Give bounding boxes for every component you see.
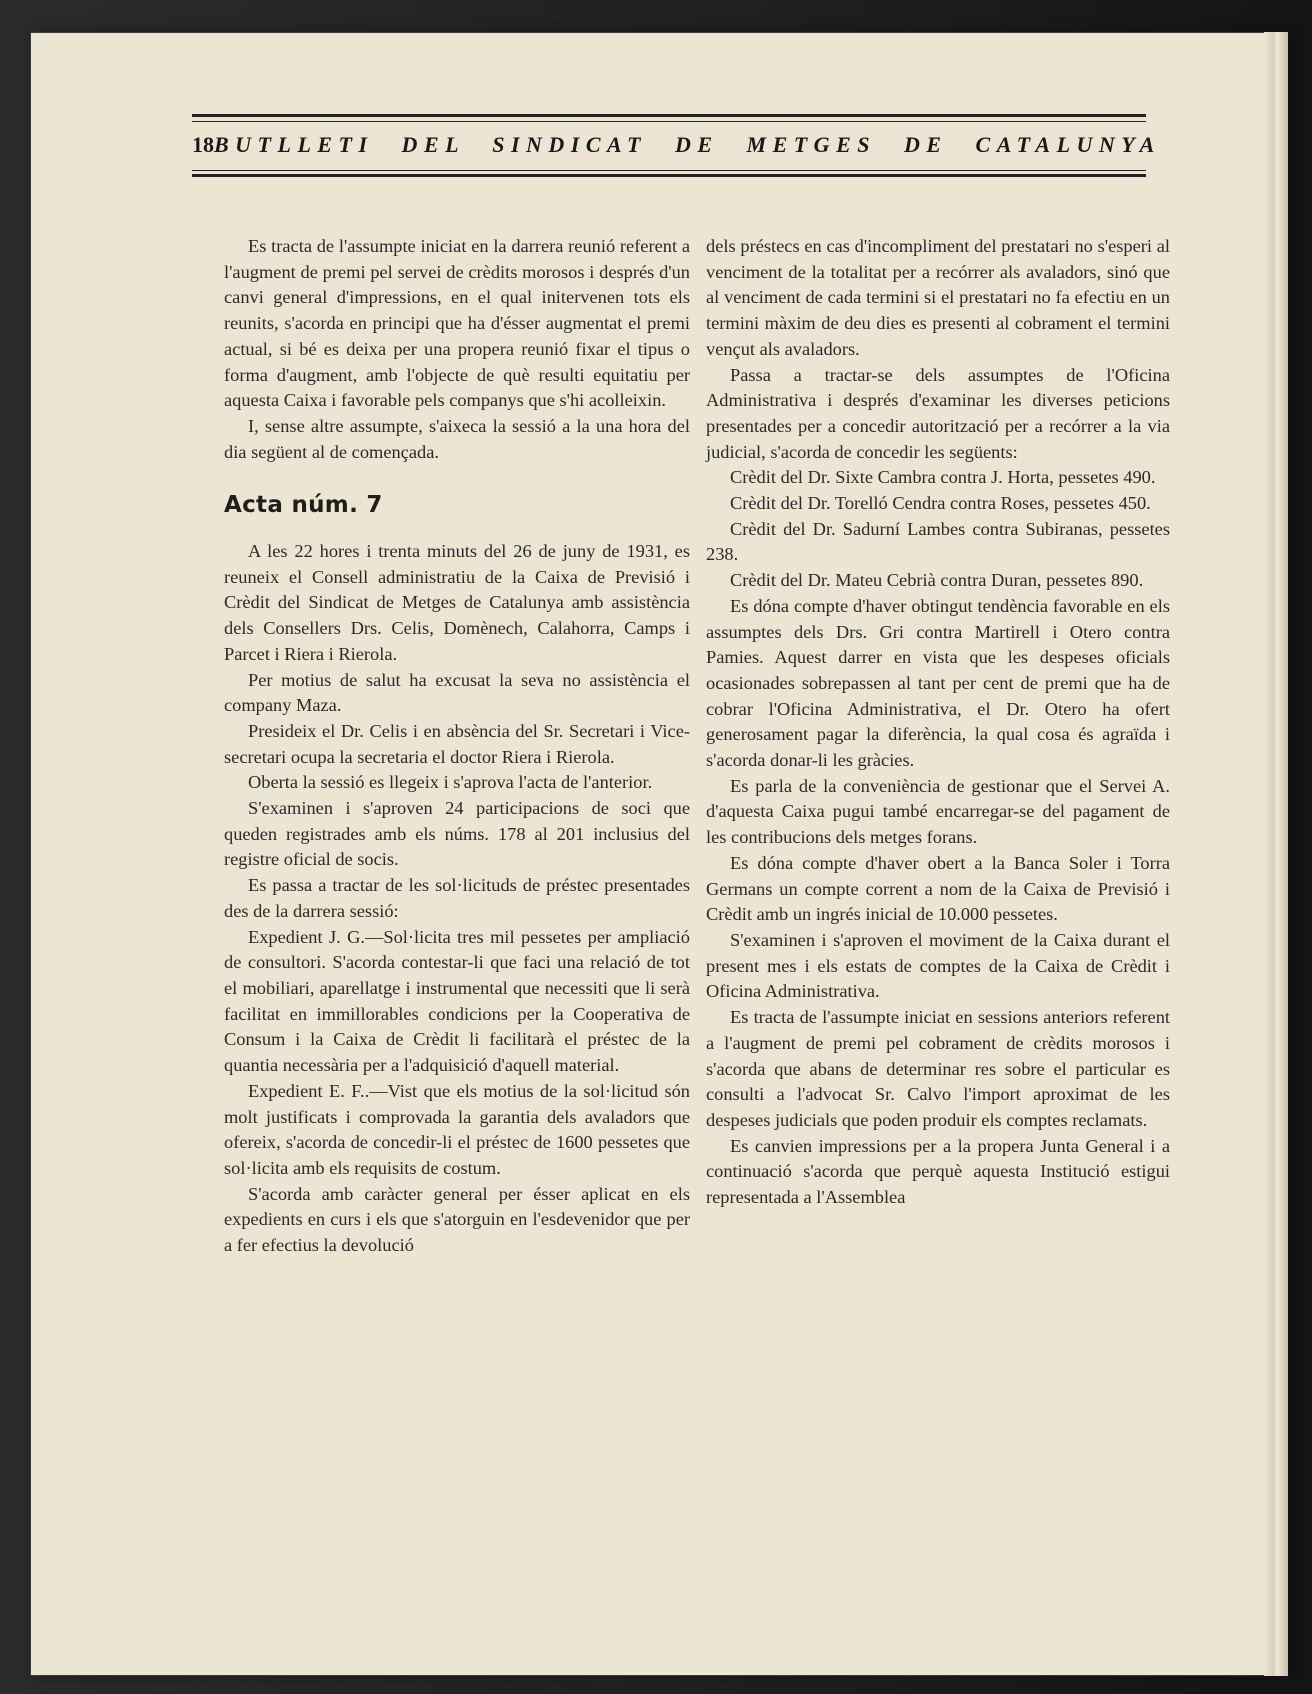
paragraph: S'examinen i s'aproven 24 participacions de soci que queden registrades amb els núms. 178 al 201 inclusius del registre oficial de socis.: [224, 798, 690, 870]
page-number: 18: [192, 132, 214, 157]
paragraph: Crèdit del Dr. Mateu Cebrià contra Duran, pessetes 890.: [730, 570, 1144, 591]
header-rule-bottom: [192, 174, 1146, 177]
header-rule-top-thin: [192, 121, 1146, 122]
paragraph: Es dóna compte d'haver obtingut tendència favorable en els assumptes dels Drs. Gri contra Martirell i Otero contra Pamies. Aquest darrer en vista que les despeses oficials ocasionades sobrepassen al tant per cent de premi que ha de cobrar l'Oficina Administrativa, el Dr. Otero ha ofert generosament pagar la diferència, la qual cosa és agraïda i s'acorda donar-li les gràcies.: [706, 595, 1170, 771]
left-column: [224, 234, 690, 1259]
page-edge-shadow: [1264, 32, 1288, 1676]
paragraph: Es tracta de l'assumpte iniciat en sessions anteriors referent a l'augment de premi pel cobrament de crèdits morosos i s'acorda que abans de determinar res sobre el particular es consulti a l'advocat Sr. Calvo l'import aproximat de les despeses judicials que poden produir els comptes reclamats.: [706, 1007, 1170, 1130]
journal-title: BUTLLETI DEL SINDICAT DE METGES DE CATALUNYA: [214, 132, 1161, 157]
paragraph: Crèdit del Dr. Torelló Cendra contra Roses, pessetes 450.: [730, 493, 1151, 514]
paragraph: Expedient J. G.—Sol·licita tres mil pessetes per ampliació de consultori. S'acorda contestar-li que faci una relació de tot el mobiliari, aparellatge i instrumental que necessiti que li serà facilitat en immillorables condicions per la Cooperativa de Consum i la Caixa de Crèdit li facilitarà el préstec de la quantia necessària per a l'adquisició d'aquell material.: [224, 926, 690, 1076]
paragraph: Es parla de la conveniència de gestionar que el Servei A. d'aquesta Caixa pugui també encarregar-se del pagament de les contribucions dels metges forans.: [706, 775, 1170, 848]
paragraph: A les 22 hores i trenta minuts del 26 de juny de 1931, es reuneix el Consell administratiu de la Caixa de Previsió i Crèdit del Sindicat de Metges de Catalunya amb assistència dels Consellers Drs. Celis, Domènech, Calahorra, Camps i Parcet i Riera i Rierola.: [224, 541, 690, 664]
right-column: [706, 234, 1170, 1211]
paragraph: S'examinen i s'aproven el moviment de la Caixa durant el present mes i els estats de comptes de la Caixa de Crèdit i Oficina Administrativa.: [706, 929, 1170, 1002]
paragraph: Passa a tractar-se dels assumptes de l'Oficina Administrativa i després d'examinar les diverses peticions presentades per a concedir autorització per a recórrer a la via judicial, s'acorda de concedir les següents:: [706, 364, 1170, 462]
paragraph: Oberta la sessió es llegeix i s'aprova l'acta de l'anterior.: [248, 772, 653, 793]
section-heading: Acta núm. 7: [224, 492, 383, 519]
paragraph: I, sense altre assumpte, s'aixeca la sessió a la una hora del dia següent al de començada.: [224, 415, 690, 462]
paragraph: Es canvien impressions per a la propera Junta General i a continuació s'acorda que perquè aquesta Institució estigui representada a l'Assemblea: [706, 1135, 1170, 1208]
paragraph: Presideix el Dr. Celis i en absència del Sr. Secretari i Vice-secretari ocupa la secretaria el doctor Riera i Rierola.: [224, 720, 690, 767]
running-header: [192, 114, 1161, 184]
paragraph: dels préstecs en cas d'incompliment del prestatari no s'esperi al venciment de la totalitat per a recórrer als avaladors, sinó que al venciment de cada termini si el prestatari no fa efectiu en un termini màxim de deu dies es presenti al cobrament el termini vençut als avaladors.: [706, 236, 1170, 359]
paragraph: Crèdit del Dr. Sixte Cambra contra J. Horta, pessetes 490.: [730, 467, 1156, 488]
paragraph: S'acorda amb caràcter general per ésser aplicat en els expedients en curs i els que s'atorguin en l'esdevenidor que per a fer efectius la devolució: [224, 1183, 690, 1256]
paragraph: Expedient E. F..—Vist que els motius de la sol·licitud són molt justificats i comprovada la garantia dels avaladors que ofereix, s'acorda de concedir-li el préstec de 1600 pessetes que sol·licita amb els requisits de costum.: [224, 1080, 690, 1178]
paragraph: Es tracta de l'assumpte iniciat en la darrera reunió referent a l'augment de premi pel servei de crèdits morosos i després d'un canvi general d'impressions, en el qual initervenen tots els reunits, s'acorda en principi que ha d'ésser augmentat el premi actual, si bé es deixa per una propera reunió fixar el tipus o forma d'augment, amb l'objecte de què resulti equitatiu per aquesta Caixa i favorable pels companys que s'hi acolleixin.: [224, 236, 690, 411]
paragraph: Es passa a tractar de les sol·licituds de préstec presentades des de la darrera sessió:: [224, 875, 690, 921]
paragraph: Per motius de salut ha excusat la seva no assistència el company Maza.: [224, 669, 690, 716]
header-row: [192, 132, 1161, 166]
header-rule-bottom-thin: [192, 170, 1146, 171]
paragraph: Es dóna compte d'haver obert a la Banca Soler i Torra Germans un compte corrent a nom de la Caixa de Previsió i Crèdit amb un ingrés inicial de 10.000 pessetes.: [706, 852, 1170, 925]
paragraph: Crèdit del Dr. Sadurní Lambes contra Subiranas, pessetes 238.: [706, 518, 1170, 565]
header-rule-top: [192, 114, 1146, 117]
